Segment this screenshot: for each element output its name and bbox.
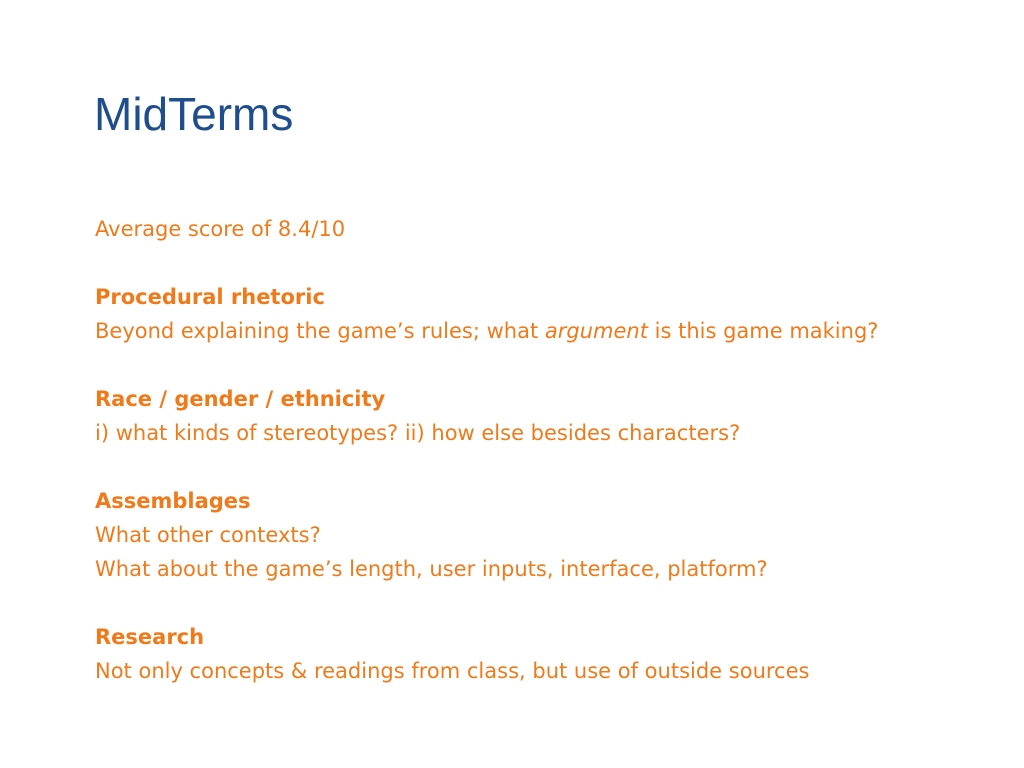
argument-emphasis: argument: [544, 319, 648, 343]
assemblages-text-contexts: What other contexts?: [95, 523, 321, 547]
assemblages-heading: Assemblages: [95, 489, 251, 513]
spacer: [95, 348, 995, 382]
procedural-rhetoric-text-start: Beyond explaining the game’s rules; what: [95, 319, 545, 343]
race-gender-ethnicity-text: i) what kinds of stereotypes? ii) how else besides characters?: [95, 421, 741, 445]
race-gender-ethnicity-heading: Race / gender / ethnicity: [95, 387, 386, 411]
research-text: Not only concepts & readings from class, but use of outside sources: [95, 659, 810, 683]
spacer: [95, 246, 995, 280]
procedural-rhetoric-text: [95, 314, 995, 348]
procedural-rhetoric-heading: Procedural rhetoric: [95, 285, 325, 309]
average-score-text: Average score of 8.4/10: [95, 217, 346, 241]
procedural-rhetoric-text-end: is this game making?: [647, 319, 879, 343]
slide-title: MidTerms: [94, 88, 294, 140]
research-heading: Research: [95, 625, 205, 649]
spacer: [95, 450, 995, 484]
spacer: [95, 586, 995, 620]
assemblages-text-details: What about the game’s length, user inputs, interface, platform?: [95, 557, 768, 581]
slide-body: [95, 212, 995, 688]
